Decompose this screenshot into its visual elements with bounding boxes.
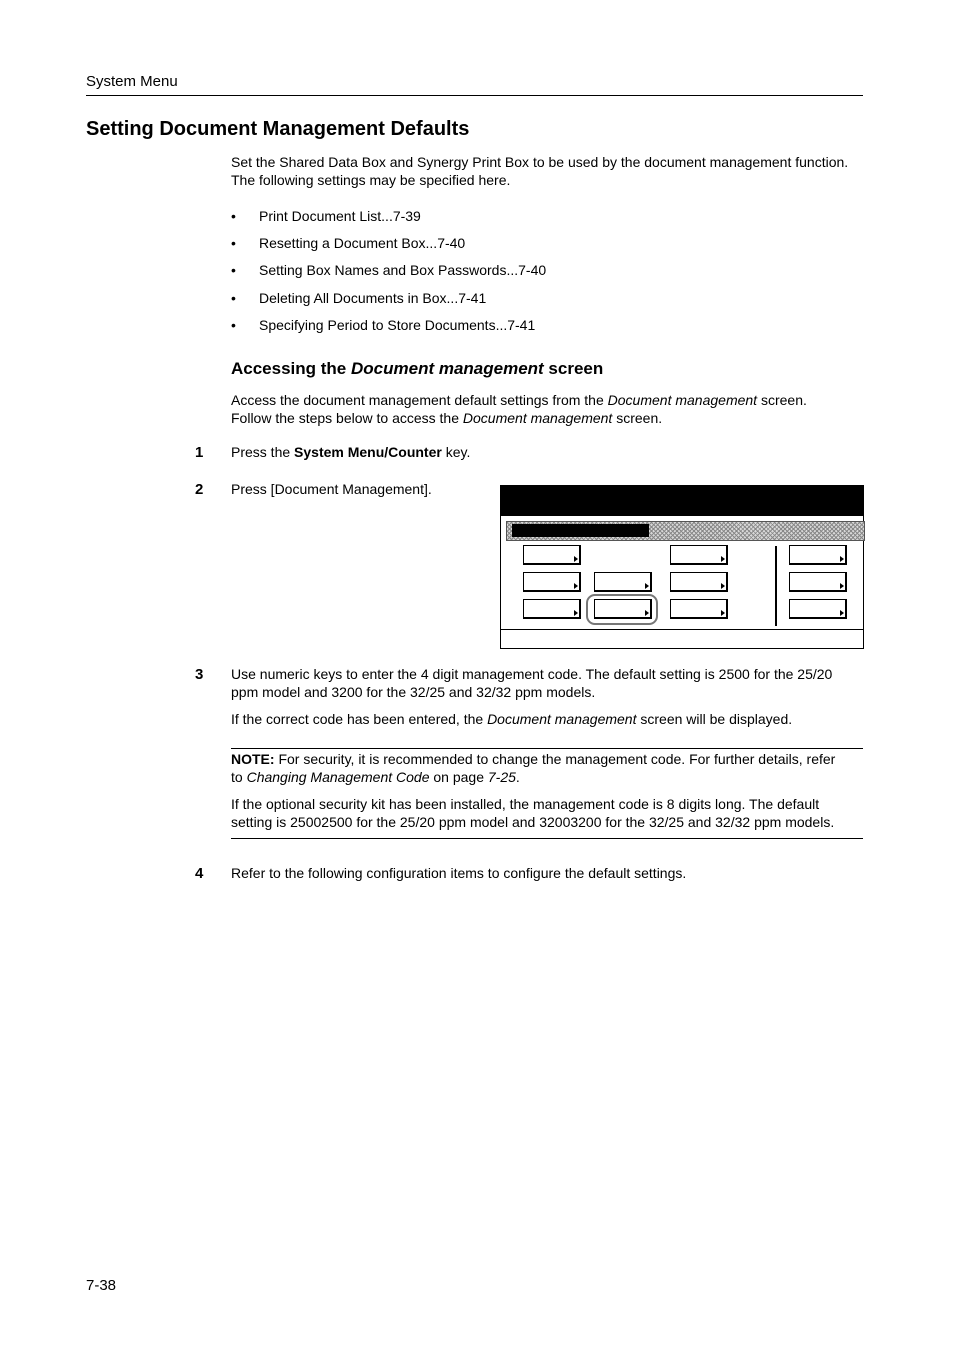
note-security-paragraph: If the optional security kit has been installed, the management code is 8 digits long. The default setting is 25002500 for the 25/20 ppm model and 32003200 for the 32/25 and 32/32 ppm models. [231, 796, 835, 830]
step-3-text: Use numeric keys to enter the 4 digit management code. The default setting is 2500 for the 25/20 ppm model and 3200 for the 32/25 and 32/32 ppm models. [231, 666, 833, 700]
screen-divider [775, 546, 777, 626]
settings-list [231, 207, 546, 343]
bullet-icon: • [231, 316, 236, 333]
intro-line-2: The following settings may be specified here. [231, 172, 511, 188]
list-item: • Print Document List...7-39 [231, 208, 421, 224]
screen-button [789, 572, 847, 592]
screen-button [789, 599, 847, 619]
step-3-result: If the correct code has been entered, the Document management screen will be displayed. [231, 711, 793, 727]
note-bottom-rule [231, 838, 863, 839]
list-item: • Deleting All Documents in Box...7-41 [231, 289, 487, 306]
running-header: System Menu [86, 73, 178, 90]
bullet-icon: • [231, 235, 236, 252]
subsection-heading: Accessing the Document management screen [231, 359, 604, 378]
list-item: • Setting Box Names and Box Passwords...7-40 [231, 262, 547, 279]
bullet-icon: • [231, 262, 236, 279]
step-number: 4 [195, 865, 204, 882]
screen-button [523, 545, 581, 565]
screen-button [789, 545, 847, 565]
screen-button [523, 572, 581, 592]
list-item: • Specifying Period to Store Documents...7-41 [231, 316, 536, 333]
note-paragraph: NOTE: For security, it is recommended to change the management code. For further details, refer to Changing Management Code on page 7-25. [231, 751, 836, 785]
page-title: Setting Document Management Defaults [86, 118, 470, 140]
step-2-text: Press [Document Management]. [231, 481, 432, 497]
screen-active-tab [512, 524, 649, 537]
page-number: 7-38 [86, 1277, 117, 1294]
screen-button [523, 599, 581, 619]
step-number: 2 [195, 481, 204, 498]
intro-line-1: Set the Shared Data Box and Synergy Print Box to be used by the document management function. [231, 154, 849, 170]
bullet-icon: • [231, 289, 236, 306]
screen-button [670, 572, 728, 592]
screen-button [670, 545, 728, 565]
note-top-rule [231, 748, 863, 749]
screen-bottom-line [501, 629, 863, 630]
intro-paragraph [231, 153, 848, 189]
list-item: • Resetting a Document Box...7-40 [231, 235, 466, 252]
step-number: 1 [195, 444, 204, 461]
header-rule [86, 95, 863, 96]
access-paragraph: Access the document management default settings from the Document management screen. Follow the steps below to access the Document management screen. [231, 392, 807, 426]
step-1-text: Press the System Menu/Counter key. [231, 444, 471, 460]
step-number: 3 [195, 666, 204, 683]
step-4-text: Refer to the following configuration items to configure the default settings. [231, 865, 687, 881]
bullet-icon: • [231, 208, 236, 224]
highlight-circle [586, 594, 658, 625]
screen-title-bar [501, 486, 863, 516]
screen-button [670, 599, 728, 619]
screen-button [594, 572, 652, 592]
system-menu-screen-illustration [500, 485, 864, 649]
